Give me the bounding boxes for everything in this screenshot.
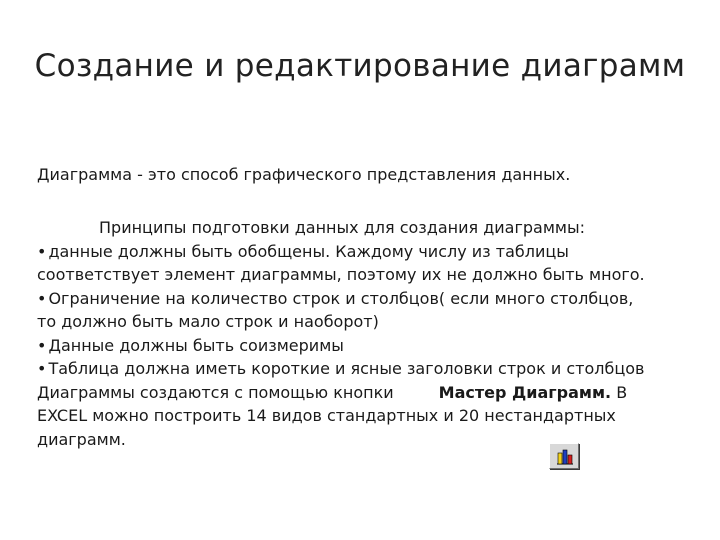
bullet-mark: • [37, 241, 47, 261]
closing-text-end: В [611, 382, 628, 402]
bullet-mark: • [37, 359, 47, 378]
principles-block [37, 216, 707, 451]
chart-icon-bar-blue [563, 450, 567, 464]
bullet-item [37, 357, 707, 381]
bullet-continuation: соответствует элемент диаграммы, поэтому их не должно быть много. [37, 265, 645, 284]
bullet-mark: • [37, 288, 47, 308]
closing-line: EXCEL можно построить 14 видов стандартных и 20 нестандартных [37, 406, 616, 425]
bullet-text: Таблица должна иметь короткие и ясные заголовки строк и столбцов [48, 359, 645, 378]
closing-line [37, 381, 707, 405]
principles-heading: Принципы подготовки данных для создания диаграммы: [99, 218, 586, 237]
chart-icon-bar-yellow [558, 453, 562, 464]
bullet-continuation: то должно быть мало строк и наоборот) [37, 312, 379, 331]
closing-line: диаграмм. [37, 429, 126, 449]
chart-icon-bar-red [568, 455, 572, 464]
bullet-item [37, 287, 707, 311]
closing-text: Диаграммы создаются с помощью кнопки [37, 382, 394, 402]
bullet-text: данные должны быть обобщены. Каждому числу из таблицы [48, 241, 569, 261]
bullet-item [37, 334, 707, 358]
bullet-mark: • [37, 335, 47, 355]
slide-title: Создание и редактирование диаграмм [34, 48, 686, 84]
chart-wizard-icon [556, 448, 574, 465]
chart-wizard-name: Мастер Диаграмм. [438, 382, 612, 402]
bullet-text: Данные должны быть соизмеримы [48, 335, 344, 355]
bullet-item [37, 240, 707, 264]
definition-text: Диаграмма - это способ графического представления данных. [37, 165, 571, 184]
chart-wizard-button[interactable] [549, 443, 579, 469]
bullet-text: Ограничение на количество строк и столбцов( если много столбцов, [48, 288, 634, 308]
